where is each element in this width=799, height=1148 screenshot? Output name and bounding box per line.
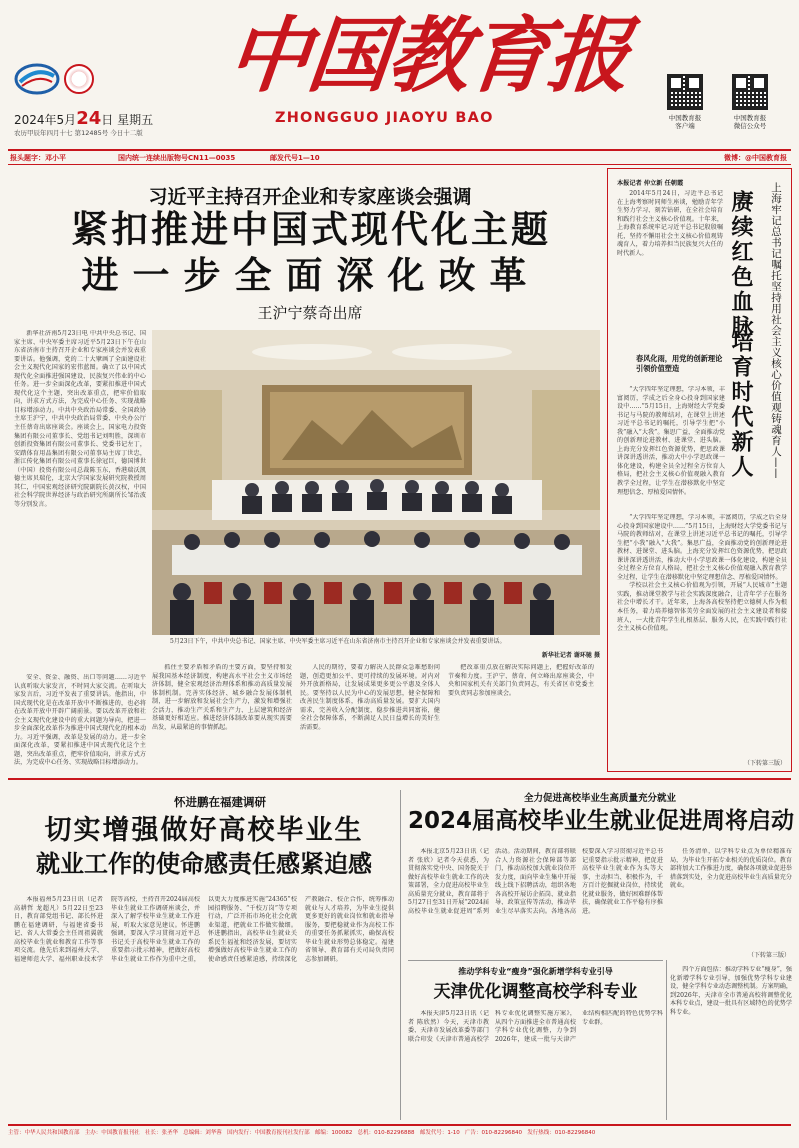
bottom-right-footer: （下转第三版） [747, 952, 790, 959]
bottom-right-sub-kicker: 推动学科专业“瘦身”强化新增学科专业引导 [458, 967, 613, 976]
bottom-left-headline-1: 切实增强做好高校毕业生 [44, 815, 364, 846]
bottom-left-text: 本报福州5月23日讯（记者 高耕哲 龙超凡）5月22日至23日，教育部党组书记、部长怀进鹏在福建调研，与福建省委书记、省人大常委会主任周祖翼就高校毕业生就业和教育工作等事项交流。他先后来到福州大学、福建师范大学、福州职业技术学院等高校，主持召开2024届高校毕业生就业工作调研座谈会，并深入了解学校毕业生就业工作进展，听取大家意见建议。怀进鹏强调，要深入学习贯彻习近平总书记关于高校毕业生就业工作的重要指示批示精神，把做好高校毕业生就业工作作为重中之重，以更大力度推进实施“24365”校园招聘服务、“千校万岗”等专项行动，广泛开拓市场化社会化就业渠道，把就业工作做实做细。怀进鹏指出，高校毕业生就业关系民生福祉和经济发展，要切实增强做好高校毕业生就业工作的使命感责任感紧迫感，持续深化产教融合、校企合作，统筹推动就业与人才培养，为毕业生提供更多更好的就业岗位和就业指导服务，要把稳就业作为高校工作的重要任务抓紧抓实，确保高校毕业生就业形势总体稳定。福建省领导、教育部有关司局负责同志参加调研。 [14, 896, 394, 963]
footer-item: 邮编：100082 [314, 1130, 353, 1136]
lead-text-col-3: 抓住主要矛盾和矛盾的主要方面，要坚持和发展我国基本经济制度，构建高水平社会主义市场经济体制，健全宏观经济治理体系和推动高质量发展体制机制。完善实体经济、城乡融合发展体制机制，进一步解放和发展社会生产力，激发和增强社会活力，推动生产关系和生产力、上层建筑和经济基础更好相适应。推进经济体制改革要从现实需要出发，从最紧迫的事情抓起。 [152, 664, 292, 731]
bottom-right-kicker: 全力促进高校毕业生高质量充分就业 [523, 793, 676, 804]
sidebar-col-c: “大学四年坚定理想，学习本领，丰富阅历，学成之后全身心投身到国家建设中……”5月15日，上海财经大学党委书记与马院的教师结对，在课堂上讲述习近平总书记的嘱托，引导学生把“小我”融入“大我”。集思广益，全面推动党的创新理论进教材、进课堂、进头脑。上海充分发挥红色资源优势，把思政课讲深讲透讲活，推动大中小学思政课一体化建设，构建全员全过程全方位育人格局，把社会主义核心价值观融入教育教学全过程，让学生在潜移默化中坚定理想信念、厚植爱国情怀。 学校以社会主义核心价值观为引领，开展“人民城市”主题实践，推动课堂教学与社会实践深度融合，让青年学子在服务社会中增长才干。近年来，上海各高校坚持把立德树人作为根本任务，着力培养德智体美劳全面发展的社会主义建设者和接班人，一大批青年学生扎根基层、服务人民，在实践中践行社会主义核心价值观。 [617, 514, 787, 633]
info-weibo: 微博：@中国教育报 [724, 154, 787, 162]
lead-subhead: 王沪宁蔡奇出席 [257, 304, 363, 322]
bottom-right-text-2: 任务清单，以学科专业点为单位精准布局，为毕业生开拓专业相关的优质岗位。教育部将加大工作推进力度，确保各项就业促进举措落到实处，全力促进高校毕业生高质量充分就业。 [670, 848, 792, 890]
sidebar-byline: 本报记者 仲立新 任朝霞 [617, 180, 684, 187]
page-footer [8, 1128, 791, 1140]
lead-text-col-1: 新华社济南5月23日电 中共中央总书记、国家主席、中央军委主席习近平5月23日下午在山东省济南市主持召开企业和专家座谈会并发表重要讲话。他强调，党的二十大擘画了全面建设社会主义现代化国家的宏伟蓝图。确立了以中国式现代化全面推进强国建设、民族复兴伟业的中心任务。进一步全面深化改革，要紧扣推进中国式现代化这个主题，突出改革重点，把牢价值取向，讲求方式方法，为完成中心任务、实现战略目标增添动力。中共中央政治局常委、全国政协主席王沪宁，中共中央政治局常委、中央办公厅主任蔡奇出席座谈会。座谈会上，国家电力投资集团有限公司董事长、党组书记刘明胜，深圳市创新投资集团有限公司董事长、党委书记左丁，安踏体育用品集团有限公司董事局主席丁世忠，浙江传化集团有限公司董事长徐冠巨，德国博世（中国）投资有限公司总裁陈玉东，香港瑞沃凯德主席贝瑞伦，北京大学国家发展研究院教授周其仁，中国宏观经济研究院副院长黄汉权，中国社会科学院世界经济与政治研究所副所长邹治波等分别发言。 [14, 330, 146, 508]
lead-text-col-2: 安全、资金、融资、出口等问题……习近平认真听取大家发言，不时同大家交流。在听取大家发言后，习近平发表了重要讲话。他指出，中国式现代化是在改革开放中不断推进的，也必将在改革开放中开辟广阔前景。要以改革开放和社会主义现代化建设中的重大问题为导向，把进一步全面深化改革作为推进中国式现代化的根本动力。习近平强调，改革是发展的动力。进一步全面深化改革，要紧扣推进中国式现代化这个主题，突出改革重点，把牢价值取向，讲求方式方法，为完成中心任务、实现战略目标增添动力。 [14, 674, 146, 767]
qr2-label: 中国教育报 微信公众号 [733, 114, 767, 130]
issue-lunar: 农历甲辰年四月十七 第12485号 今日十二版 [14, 129, 143, 137]
footer-item: 总机：010-82296888 [357, 1130, 415, 1136]
info-editor: 报头题字：邓小平 [10, 154, 66, 162]
footer-item: 总编辑：刘华蓉 [183, 1130, 222, 1136]
lead-text-col-4: 人民的期待，要着力解决人民群众急难愁盼问题，创造更加公平、更可持续的发展环境。对内对外开放新格局，让发展成果更多更公平惠及全体人民。要坚持以人民为中心的发展思想，健全保障和改善民生制度体系，推动高质量发展。要扩大国内需求，完善收入分配制度，稳步推进共同富裕，健全社会保障体系，不断满足人民日益增长的美好生活需要。 [300, 664, 440, 731]
sidebar-kicker: 上海牢记总书记嘱托坚持用社会主义核心价值观铸魂育人—— [770, 182, 782, 479]
lead-headline-1: 紧扣推进中国式现代化主题 [71, 208, 551, 251]
lead-headline-2: 进一步全面深化改革 [81, 254, 541, 297]
issue-date: 2024年5月24日 星期五 [14, 108, 154, 129]
sidebar-col-b: “大学四年坚定理想，学习本领，丰富阅历，学成之后全身心投身到国家建设中……”5月15日，上海财经大学党委书记与马院的教师结对，在课堂上讲述习近平总书记的嘱托，引导学生把“小我”融入“大我”。集思广益，全面推动党的创新理论进教材、进课堂、进头脑。上海充分发挥红色资源优势，把思政课讲深讲透讲活，推动大中小学思政课一体化建设，构建全员全过程全方位育人格局，把社会主义核心价值观融入教育教学全过程，让学生在潜移默化中坚定理想信念、厚植爱国情怀。 [617, 386, 725, 496]
qr1-label: 中国教育报 客户端 [668, 114, 702, 130]
bottom-right-headline: 2024届高校毕业生就业促进周将启动 [408, 808, 795, 834]
footer-item: 主办：中国教育报刊社 [84, 1130, 140, 1136]
bottom-right-sub-text: 本报天津5月23日讯（记者 陈欣然）今天，天津市教委、天津市发展改革委等部门联合印发《天津市普通高校学科专业优化调整实施方案》，从四个方面推进全市普通高校学科专业优化调整，力争到2026年，建成一批与天津产业结构相匹配的特色优势学科专业群。 [408, 1010, 663, 1043]
footer-item: 国内发行：中国教育报刊社发行部 [227, 1130, 310, 1136]
footer-item: 社长：张圣华 [145, 1130, 179, 1136]
lead-text-col-5: 把改革重点放在解决实际问题上，把握好改革的节奏和力度。王沪宁、蔡奇、何立峰出席座谈会，中央和国家机关有关部门负责同志，有关省区市党委主要负责同志参加座谈会。 [448, 664, 594, 697]
info-post: 邮发代号1—10 [270, 154, 320, 162]
sidebar-section-title: 春风化雨，用党的创新理论引领价值塑造 [636, 354, 723, 373]
client-qr-code [667, 74, 703, 110]
info-bar [8, 152, 791, 163]
footer-item: 主管：中华人民共和国教育部 [8, 1130, 80, 1136]
sidebar-headline-1: 赓续红色血脉 [728, 190, 753, 340]
photo-credit: 新华社记者 谢环驰 摄 [541, 652, 600, 659]
sidebar-col-a: 2014年5月24日，习近平总书记在上海考察时同师生座谈，勉励青年学生努力学习、刻苦钻研，在全社会培育和践行社会主义核心价值观。十年来，上海教育系统牢记习近平总书记殷殷嘱托，坚持不懈用社会主义核心价值观铸魂育人，着力培养担当民族复兴大任的时代新人。 [617, 190, 723, 257]
masthead-title: 中国教育报 [222, 8, 634, 104]
footer-item: 邮发代号：1-10 [419, 1130, 460, 1136]
lead-kicker: 习近平主持召开企业和专家座谈会强调 [148, 186, 472, 208]
bottom-right-sub-text-2: 四个方面包括：推动学科专业“瘦身”，强化新增学科专业引导，加强优势学科专业建设，健全学科专业动态调整机制。方案明确，到2026年，天津市全市普通高校将调整优化本科专业点，建设一批具有区域特色的优势学科专业。 [670, 966, 792, 1016]
bottom-right-sub-headline: 天津优化调整高校学科专业 [433, 982, 638, 1002]
bottom-left-headline-2: 就业工作的使命感责任感紧迫感 [36, 850, 372, 878]
lead-photo [152, 330, 600, 635]
masthead-pinyin: ZHONGGUO JIAOYU BAO [275, 110, 494, 126]
bottom-right-text: 本报北京5月23日讯（记者 张欣）记者今天获悉，为贯彻落实党中央、国务院关于做好高校毕业生就业工作的决策部署，全力促进高校毕业生高质量充分就业，教育部将于5月27日至31日开展“2024届高校毕业生就业促进周”系列活动。活动期间，教育部将联合人力资源社会保障部等部门，推动高校加大就业岗位开发力度，面向毕业生集中开展线上线下招聘活动，组织各地各高校开展访企拓岗、就业指导、政策宣传等活动，推动毕业生尽早落实去向。各地各高校要深入学习贯彻习近平总书记重要指示批示精神，把促进高校毕业生就业作为头等大事，主动担当、积极作为，千方百计挖掘就业岗位，持续优化就业服务，做好困难群体帮扶，确保就业工作平稳有序推进。 [408, 848, 663, 915]
photo-caption: 5月23日下午，中共中央总书记、国家主席、中央军委主席习近平在山东省济南市主持召开企业和专家座谈会并发表重要讲话。 [170, 638, 506, 645]
wechat-qr-code [732, 74, 768, 110]
info-cn: 国内统一连续出版物号CN11—0035 [118, 154, 236, 162]
footer-item: 广告：010-82296840 [465, 1130, 523, 1136]
publisher-logo [14, 62, 60, 96]
sidebar-headline-2: 培育时代新人 [728, 330, 753, 480]
emblem-icon [64, 64, 94, 94]
bottom-left-kicker: 怀进鹏在福建调研 [174, 795, 266, 809]
sidebar-footer: （下转第三版） [743, 760, 786, 767]
footer-item: 发行热线：010-82296840 [527, 1130, 596, 1136]
